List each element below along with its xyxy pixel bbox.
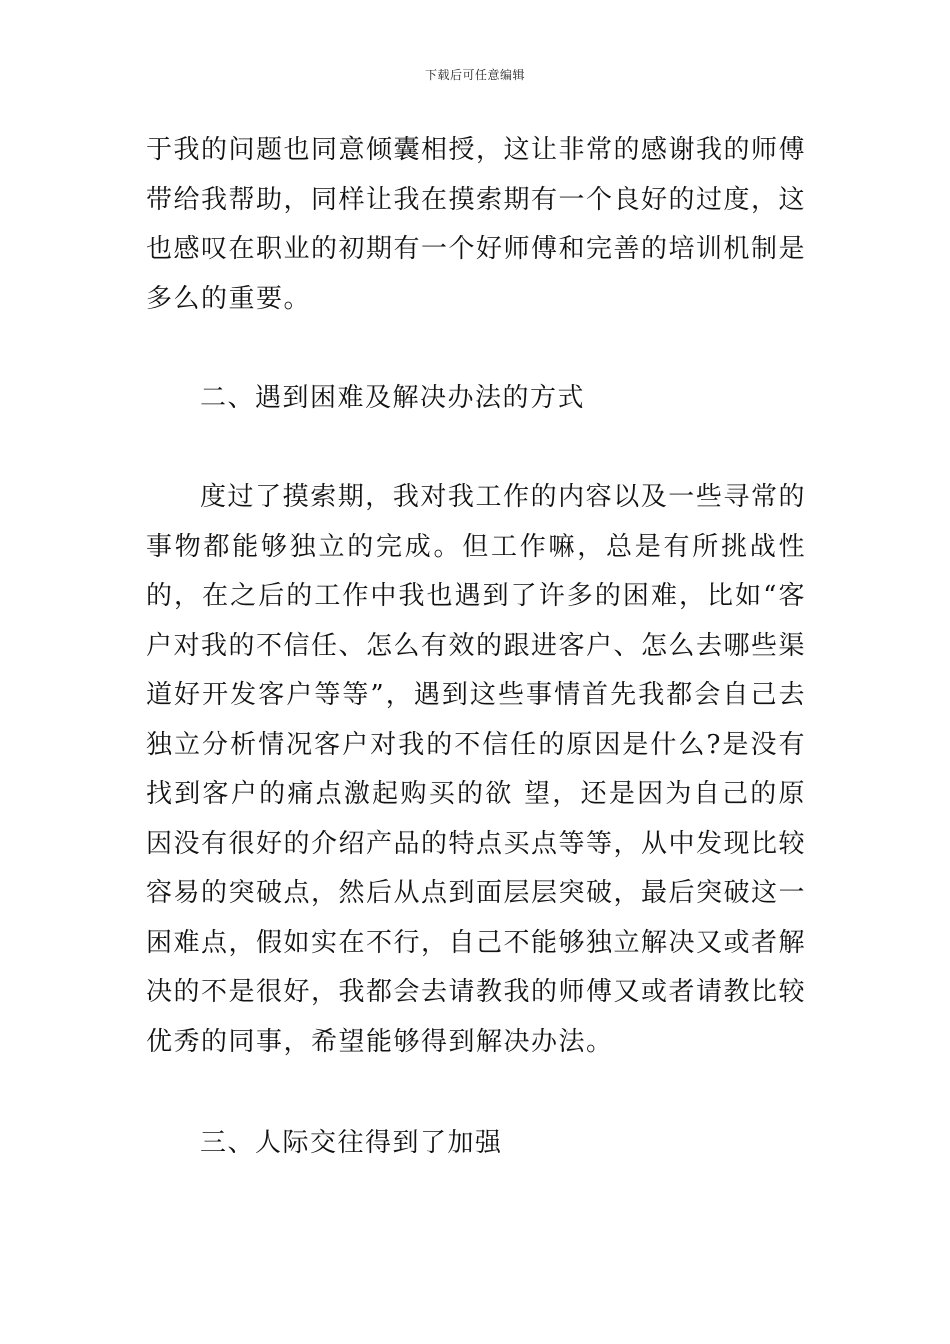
section-heading-2-text: 二、遇到困难及解决办法的方式	[200, 383, 586, 413]
section-heading-3	[146, 1119, 806, 1169]
paragraph-2-text: 度过了摸索期，我对我工作的内容以及一些寻常的事物都能够独立的完成。但工作嘛，总是有所挑战性的，在之后的工作中我也遇到了许多的困难，比如“客户对我的不信任、怎么有效的跟进客户、怎么去哪些渠道好开发客户等等”，遇到这些事情首先我都会自己去独立分析情况客户对我的不信任的原因是什么?是没有找到客户的痛点激起购买的欲 望，还是因为自己的原因没有很好的介绍产品的特点买点等等，从中发现比较容易的突破点，然后从点到面层层突破，最后突破这一困难点，假如实在不行，自己不能够独立解决又或者解决的不是很好，我都会去请教我的师傅又或者请教比较优秀的同事，希望能够得到解决办法。	[146, 482, 807, 1057]
paragraph-1	[146, 126, 806, 324]
paragraph-1-text: 于我的问题也同意倾囊相授，这让非常的感谢我的师傅带给我帮助，同样让我在摸索期有一个良好的过度，这也感叹在职业的初期有一个好师傅和完善的培训机制是多么的重要。	[146, 135, 807, 314]
section-heading-3-text: 三、人际交往得到了加强	[200, 1128, 503, 1158]
paragraph-2	[146, 473, 806, 1067]
section-heading-2	[146, 374, 806, 424]
header-note: 下载后可任意编辑	[424, 68, 525, 82]
